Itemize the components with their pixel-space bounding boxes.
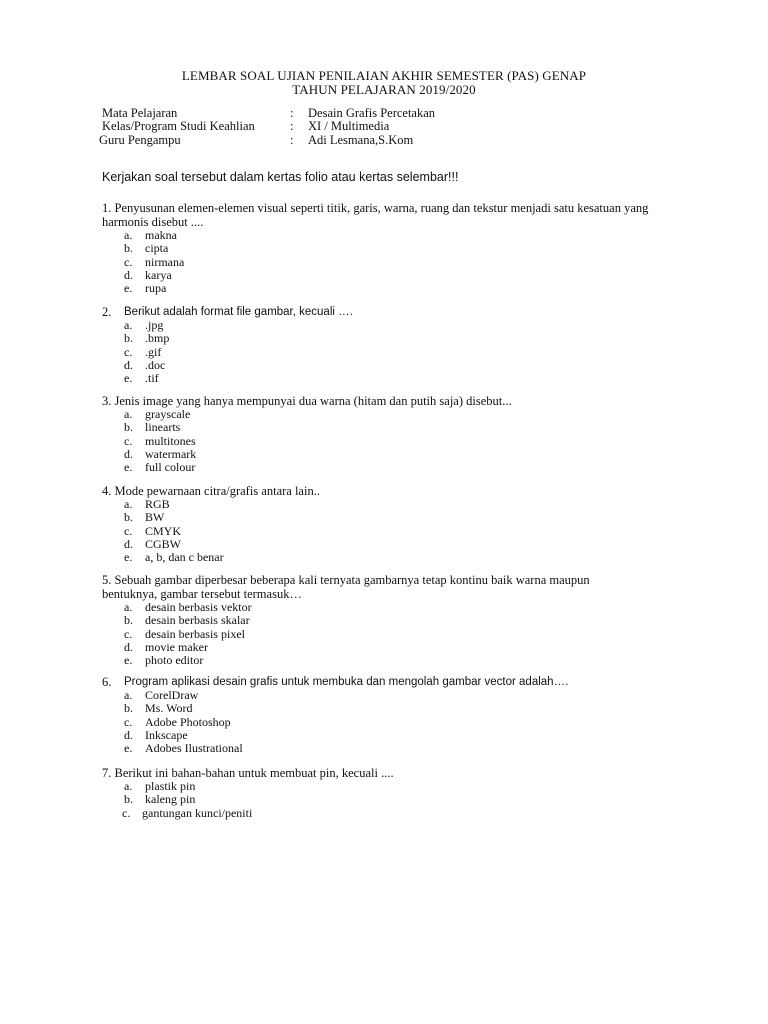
question-line: Berikut adalah format file gambar, kecuali ….	[124, 306, 353, 318]
meta-colon: :	[290, 119, 294, 133]
option-letter: b.	[124, 510, 133, 525]
option-letter: d.	[124, 536, 133, 551]
option-letter: a.	[124, 600, 133, 614]
instruction: Kerjakan soal tersebut dalam kertas folio atau kertas selembar!!!	[102, 170, 459, 184]
meta-value: Adi Lesmana,S.Kom	[308, 133, 414, 147]
question-line: Sebuah gambar diperbesar beberapa kali ternyata gambarnya tetap kontinu baik warna maupun	[114, 573, 590, 587]
option-list	[102, 601, 662, 667]
option-letter: d.	[124, 639, 133, 654]
question-6	[102, 675, 662, 755]
option-a	[102, 498, 662, 511]
exam-title: LEMBAR SOAL UJIAN PENILAIAN AKHIR SEMESTER (PAS) GENAP	[181, 68, 587, 83]
option-text: desain berbasis vektor	[145, 600, 252, 614]
question-line-2: bentuknya, gambar tersebut termasuk…	[102, 587, 302, 601]
option-c	[102, 807, 662, 820]
meta-colon: :	[290, 133, 294, 147]
option-letter: e.	[124, 741, 133, 756]
option-e	[102, 551, 662, 564]
option-e	[102, 742, 662, 755]
option-letter: c.	[122, 805, 131, 820]
question-text	[102, 766, 662, 780]
meta-label: Kelas/Program Studi Keahlian	[102, 119, 255, 133]
option-list	[102, 689, 662, 755]
option-d	[102, 448, 662, 461]
option-letter: b.	[124, 792, 133, 807]
option-c	[102, 435, 662, 448]
option-list	[102, 498, 662, 564]
option-a	[102, 408, 662, 421]
option-letter: e.	[124, 460, 133, 475]
option-text: karya	[145, 267, 172, 282]
option-text: Inkscape	[145, 727, 188, 742]
option-letter: b.	[124, 613, 133, 628]
option-letter: c.	[124, 344, 133, 359]
option-letter: d.	[124, 446, 133, 461]
option-d	[102, 729, 662, 742]
option-b	[102, 421, 662, 434]
option-letter: a.	[124, 318, 133, 332]
option-text: .gif	[145, 344, 162, 359]
option-text: RGB	[145, 497, 170, 511]
option-text: Ms. Word	[145, 701, 193, 716]
option-text: CGBW	[145, 536, 181, 551]
question-5	[102, 573, 662, 667]
question-2	[102, 305, 662, 385]
option-letter: b.	[124, 420, 133, 435]
option-text: watermark	[145, 446, 197, 461]
option-c	[102, 525, 662, 538]
option-letter: c.	[124, 433, 133, 448]
option-letter: d.	[124, 357, 133, 372]
option-letter: e.	[124, 281, 133, 296]
meta-colon: :	[290, 106, 294, 120]
question-number: 7.	[102, 766, 112, 780]
option-text: nirmana	[145, 254, 185, 269]
option-b	[102, 332, 662, 345]
option-text: plastik pin	[145, 779, 196, 793]
question-line-2: harmonis disebut ....	[102, 215, 204, 229]
option-text: Adobes Ilustrational	[145, 741, 243, 756]
option-e	[102, 282, 662, 295]
option-text: cipta	[145, 241, 169, 256]
option-text: BW	[145, 510, 165, 525]
option-e	[102, 372, 662, 385]
option-d	[102, 641, 662, 654]
option-list	[102, 229, 662, 295]
option-text: gantungan kunci/peniti	[142, 805, 253, 820]
option-text: kaleng pin	[145, 792, 196, 807]
option-letter: c.	[124, 714, 133, 729]
question-1	[102, 201, 662, 295]
option-letter: c.	[124, 254, 133, 269]
option-d	[102, 538, 662, 551]
option-text: .bmp	[145, 331, 170, 346]
option-letter: d.	[124, 267, 133, 282]
option-e	[102, 654, 662, 667]
option-d	[102, 359, 662, 372]
option-text: multitones	[145, 433, 196, 448]
option-a	[102, 319, 662, 332]
option-text: grayscale	[145, 407, 191, 421]
option-text: .jpg	[145, 318, 164, 332]
option-text: makna	[145, 228, 177, 242]
option-text: full colour	[145, 460, 196, 475]
question-text	[102, 201, 662, 215]
question-number: 3.	[102, 394, 112, 408]
meta-value: XI / Multimedia	[308, 119, 390, 133]
option-d	[102, 269, 662, 282]
option-c	[102, 346, 662, 359]
option-letter: b.	[124, 241, 133, 256]
option-text: .doc	[145, 357, 166, 372]
question-4	[102, 484, 662, 564]
option-list	[102, 408, 662, 474]
option-text: .tif	[145, 371, 159, 386]
meta-label: Guru Pengampu	[99, 133, 181, 147]
question-text	[102, 573, 662, 587]
option-letter: d.	[124, 727, 133, 742]
meta-value: Desain Grafis Percetakan	[308, 106, 436, 120]
question-text	[102, 675, 662, 689]
option-letter: b.	[124, 701, 133, 716]
option-a	[102, 601, 662, 614]
question-3	[102, 394, 662, 474]
option-c	[102, 716, 662, 729]
option-text: rupa	[145, 281, 167, 296]
option-text: CMYK	[145, 523, 182, 538]
question-number: 2.	[102, 305, 112, 319]
question-line: Penyusunan elemen-elemen visual seperti titik, garis, warna, ruang dan tekstur menjadi satu kesatuan yang	[114, 201, 649, 215]
question-number: 1.	[102, 201, 112, 215]
question-text	[102, 305, 662, 319]
option-letter: a.	[124, 779, 133, 793]
option-list	[102, 780, 662, 820]
question-text	[102, 394, 662, 408]
option-letter: a.	[124, 407, 133, 421]
meta-label: Mata Pelajaran	[102, 106, 178, 120]
option-text: linearts	[145, 420, 181, 435]
question-line: Mode pewarnaan citra/grafis antara lain..	[114, 484, 320, 498]
option-text: desain berbasis pixel	[145, 626, 245, 641]
option-letter: b.	[124, 331, 133, 346]
exam-year: TAHUN PELAJARAN 2019/2020	[292, 82, 476, 97]
option-text: desain berbasis skalar	[145, 613, 250, 628]
question-text	[102, 484, 662, 498]
option-text: photo editor	[145, 653, 204, 668]
question-number: 6.	[102, 675, 112, 689]
option-text: movie maker	[145, 639, 208, 654]
option-c	[102, 256, 662, 269]
question-number: 4.	[102, 484, 112, 498]
option-c	[102, 628, 662, 641]
question-line: Program aplikasi desain grafis untuk membuka dan mengolah gambar vector adalah….	[124, 676, 569, 688]
option-letter: a.	[124, 688, 133, 702]
option-b	[102, 511, 662, 524]
option-b	[102, 614, 662, 627]
option-b	[102, 242, 662, 255]
option-letter: a.	[124, 497, 133, 511]
option-text: CorelDraw	[145, 688, 199, 702]
question-7	[102, 766, 662, 820]
option-text: a, b, dan c benar	[145, 550, 224, 565]
option-a	[102, 780, 662, 793]
option-a	[102, 229, 662, 242]
option-letter: c.	[124, 626, 133, 641]
option-e	[102, 461, 662, 474]
option-letter: c.	[124, 523, 133, 538]
option-letter: a.	[124, 228, 133, 242]
option-letter: e.	[124, 550, 133, 565]
question-line: Jenis image yang hanya mempunyai dua warna (hitam dan putih saja) disebut...	[114, 394, 512, 408]
option-text: Adobe Photoshop	[145, 714, 231, 729]
option-b	[102, 793, 662, 806]
option-list	[102, 319, 662, 385]
option-letter: e.	[124, 371, 133, 386]
option-b	[102, 702, 662, 715]
option-letter: e.	[124, 653, 133, 668]
question-number: 5.	[102, 573, 112, 587]
option-a	[102, 689, 662, 702]
question-line: Berikut ini bahan-bahan untuk membuat pin, kecuali ....	[114, 766, 394, 780]
